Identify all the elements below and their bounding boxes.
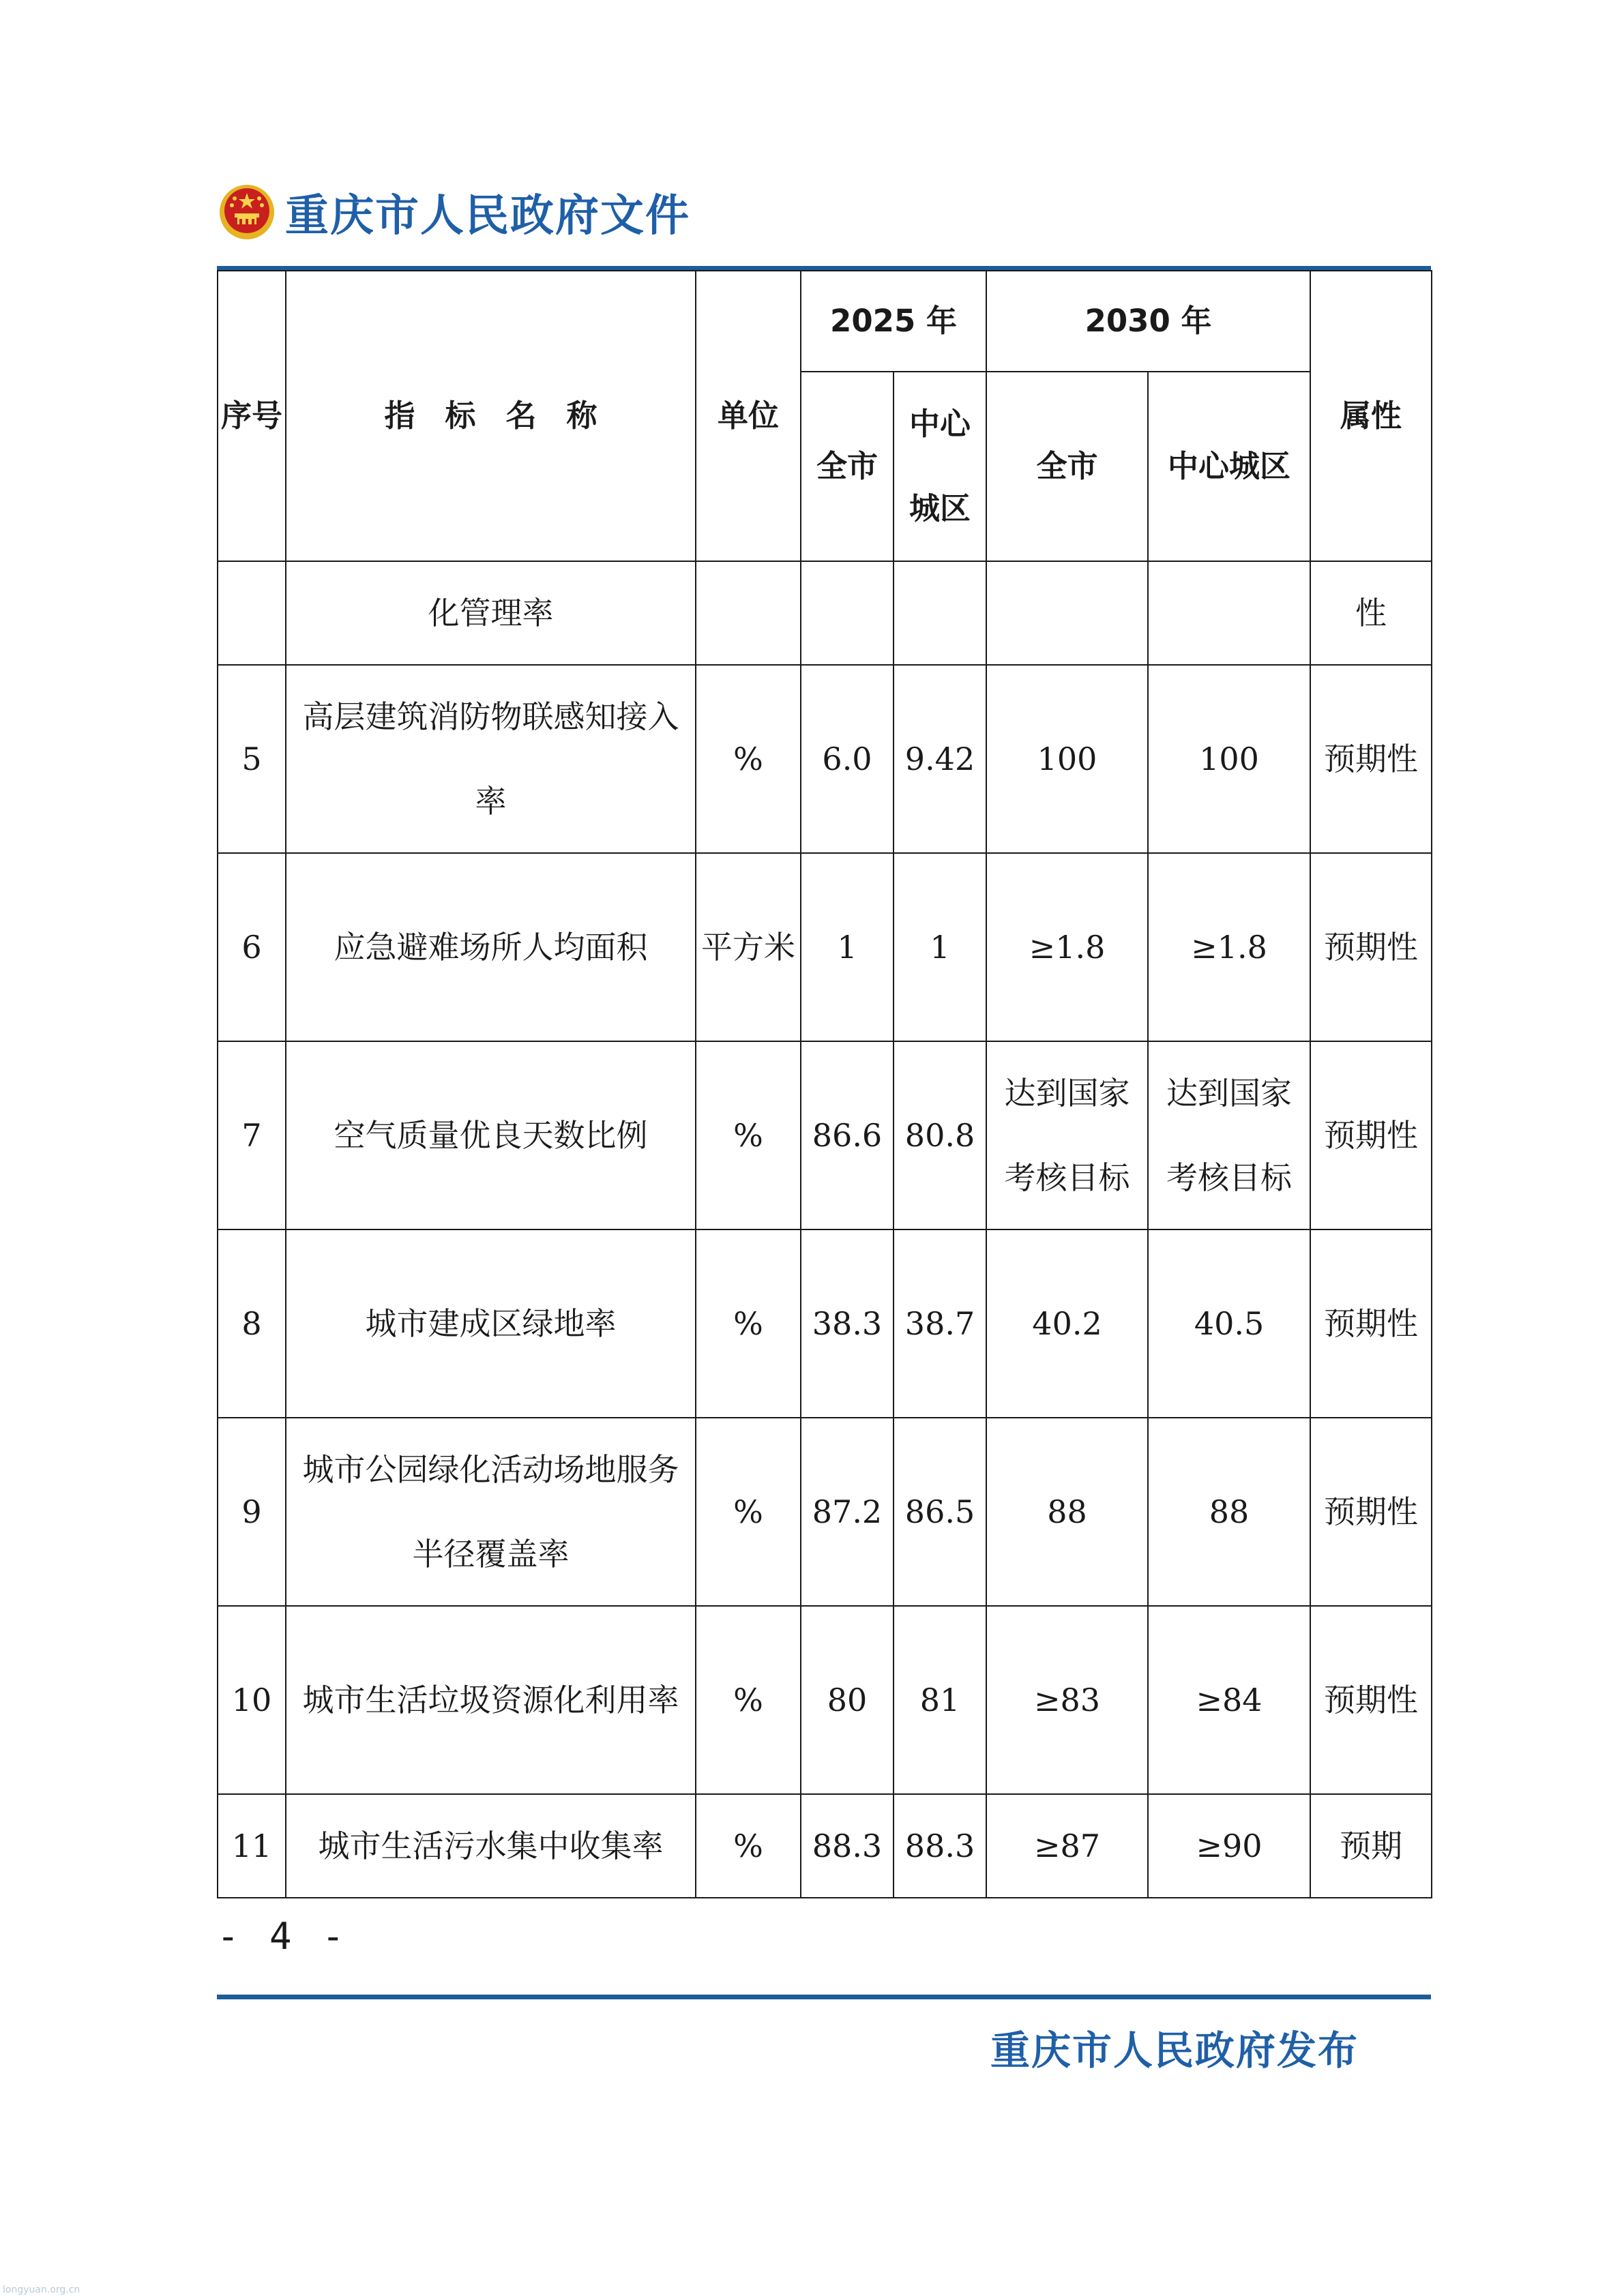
- cell-2030-all: [986, 561, 1148, 665]
- header-attribute: 属性: [1310, 271, 1432, 561]
- cell-name: 城市生活垃圾资源化利用率: [286, 1606, 696, 1794]
- watermark: longyuan.org.cn: [3, 2284, 80, 2295]
- cell-index: 6: [218, 853, 286, 1041]
- table-header-row: [218, 271, 1432, 372]
- cell-attribute: 预期性: [1310, 1606, 1432, 1794]
- cell-name: 高层建筑消防物联感知接入率: [286, 665, 696, 853]
- cell-2025-center: [894, 561, 986, 665]
- header-2025-city-all: 全市: [801, 372, 894, 561]
- cell-2025-center: 9.42: [894, 665, 986, 853]
- cell-unit: %: [696, 665, 801, 853]
- header-2030-city-center: 中心城区: [1148, 372, 1310, 561]
- document-header: [217, 179, 690, 245]
- cell-2025-all: [801, 561, 894, 665]
- cell-2025-center: 86.5: [894, 1418, 986, 1606]
- cell-attribute: 预期性: [1310, 853, 1432, 1041]
- cell-name: 城市公园绿化活动场地服务半径覆盖率: [286, 1418, 696, 1606]
- cell-2025-center: 38.7: [894, 1229, 986, 1418]
- cell-index: 11: [218, 1794, 286, 1898]
- cell-2025-all: 6.0: [801, 665, 894, 853]
- table-row: [218, 1418, 1432, 1606]
- cell-2030-center: 88: [1148, 1418, 1310, 1606]
- cell-unit: %: [696, 1606, 801, 1794]
- cell-attribute: 预期性: [1310, 1418, 1432, 1606]
- header-year-2025: 2025 年: [801, 271, 986, 372]
- table-row: [218, 1606, 1432, 1794]
- cell-name: 化管理率: [286, 561, 696, 665]
- cell-2030-all: 达到国家考核目标: [986, 1041, 1148, 1229]
- cell-2030-all: ≥87: [986, 1794, 1148, 1898]
- cell-2025-all: 80: [801, 1606, 894, 1794]
- cell-2030-center: 达到国家考核目标: [1148, 1041, 1310, 1229]
- cell-name: 城市建成区绿地率: [286, 1229, 696, 1418]
- header-index-text: 序号: [221, 398, 283, 434]
- cell-2025-center: 81: [894, 1606, 986, 1794]
- cell-name: 空气质量优良天数比例: [286, 1041, 696, 1229]
- cell-index: 7: [218, 1041, 286, 1229]
- header-2025-center-line1: 中心: [909, 406, 971, 442]
- cell-2030-center: 40.5: [1148, 1229, 1310, 1418]
- cell-2030-center: ≥1.8: [1148, 853, 1310, 1041]
- header-name: 指标名称: [286, 271, 696, 561]
- cell-2025-all: 86.6: [801, 1041, 894, 1229]
- header-2025-center-line2: 城区: [909, 490, 971, 526]
- header-index: [218, 271, 286, 561]
- header-unit: 单位: [696, 271, 801, 561]
- cell-attribute: 预期性: [1310, 1229, 1432, 1418]
- cell-2030-center: 100: [1148, 665, 1310, 853]
- cell-attribute: 预期: [1310, 1794, 1432, 1898]
- cell-name: 城市生活污水集中收集率: [286, 1794, 696, 1898]
- cell-2030-center: [1148, 561, 1310, 665]
- table-row: [218, 1041, 1432, 1229]
- cell-2030-all: ≥83: [986, 1606, 1148, 1794]
- cell-index: [218, 561, 286, 665]
- cell-unit: [696, 561, 801, 665]
- cell-unit: %: [696, 1229, 801, 1418]
- cell-unit: 平方米: [696, 853, 801, 1041]
- cell-2025-all: 38.3: [801, 1229, 894, 1418]
- cell-attribute: 预期性: [1310, 665, 1432, 853]
- cell-attribute: 性: [1310, 561, 1432, 665]
- cell-unit: %: [696, 1794, 801, 1898]
- cell-index: 8: [218, 1229, 286, 1418]
- cell-2030-all: 100: [986, 665, 1148, 853]
- cell-2025-center: 1: [894, 853, 986, 1041]
- cell-2030-all: 40.2: [986, 1229, 1148, 1418]
- national-emblem-icon: [217, 182, 277, 242]
- cell-index: 9: [218, 1418, 286, 1606]
- footer-publisher: 重庆市人民政府发布: [990, 2027, 1359, 2074]
- document-title: 重庆市人民政府文件: [285, 190, 690, 241]
- cell-2025-all: 1: [801, 853, 894, 1041]
- header-year-2030: 2030 年: [986, 271, 1310, 372]
- header-2025-city-center: [894, 372, 986, 561]
- table-row: [218, 1229, 1432, 1418]
- cell-2030-all: ≥1.8: [986, 853, 1148, 1041]
- cell-2025-all: 88.3: [801, 1794, 894, 1898]
- cell-2030-all: 88: [986, 1418, 1148, 1606]
- cell-2030-center: ≥90: [1148, 1794, 1310, 1898]
- cell-2025-center: 80.8: [894, 1041, 986, 1229]
- page-number: - 4 -: [217, 1915, 349, 1958]
- table-row: [218, 665, 1432, 853]
- table-row: [218, 1794, 1432, 1898]
- cell-2025-all: 87.2: [801, 1418, 894, 1606]
- cell-unit: %: [696, 1418, 801, 1606]
- footer-rule: [217, 1995, 1431, 1999]
- cell-attribute: 预期性: [1310, 1041, 1432, 1229]
- cell-name: 应急避难场所人均面积: [286, 853, 696, 1041]
- cell-unit: %: [696, 1041, 801, 1229]
- cell-index: 5: [218, 665, 286, 853]
- cell-2025-center: 88.3: [894, 1794, 986, 1898]
- cell-index: 10: [218, 1606, 286, 1794]
- indicator-table: [217, 270, 1432, 1898]
- header-2030-city-all: 全市: [986, 372, 1148, 561]
- table-row: [218, 853, 1432, 1041]
- table-row: [218, 561, 1432, 665]
- cell-2030-center: ≥84: [1148, 1606, 1310, 1794]
